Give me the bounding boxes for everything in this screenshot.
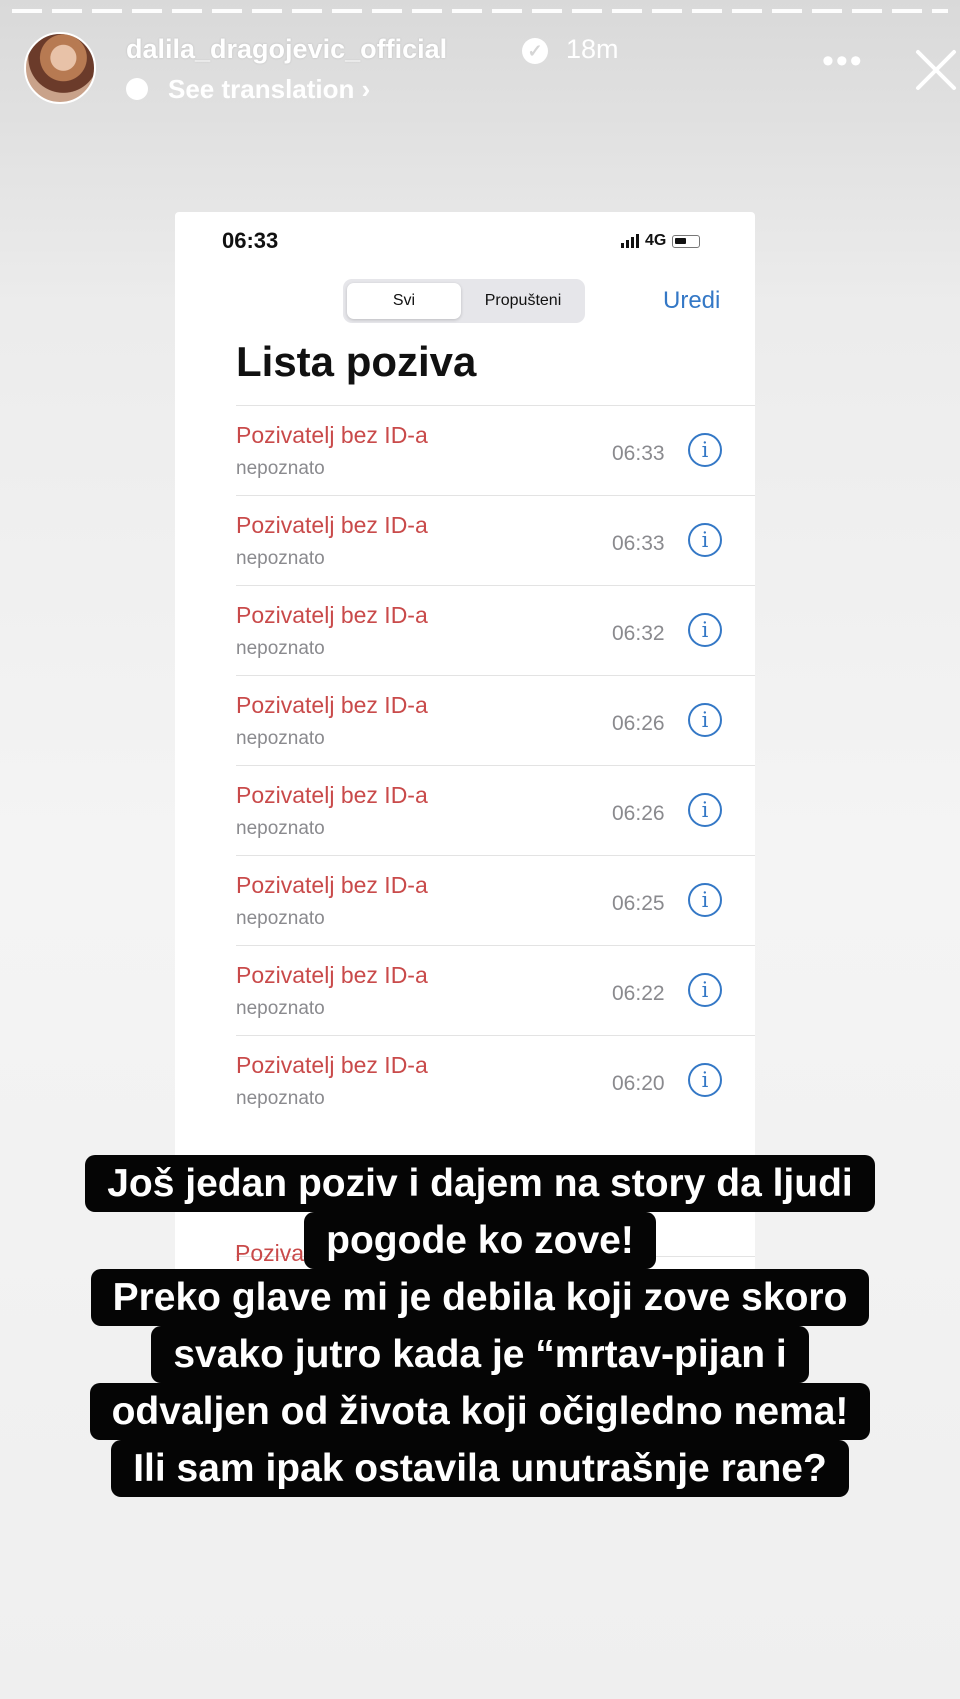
story-caption: [0, 1155, 960, 1497]
caption-line: Ili sam ipak ostavila unutrašnje rane?: [111, 1440, 849, 1497]
status-bar-indicators: [621, 232, 700, 250]
caller-subtitle: nepoznato: [236, 1088, 325, 1109]
partial-caller-name: Poziva: [235, 1240, 305, 1266]
call-row[interactable]: [236, 855, 755, 945]
call-time: 06:33: [612, 442, 665, 465]
status-bar-time: 06:33: [222, 228, 279, 253]
caption-line: svako jutro kada je “mrtav-pijan i: [151, 1326, 808, 1383]
call-time: 06:22: [612, 982, 665, 1005]
caller-name: Pozivatelj bez ID-a: [236, 872, 428, 898]
call-row[interactable]: [236, 765, 755, 855]
caller-name: Pozivatelj bez ID-a: [236, 602, 428, 628]
signal-icon: [621, 234, 639, 248]
caption-line: pogode ko zove!: [304, 1212, 656, 1269]
caller-name: Pozivatelj bez ID-a: [236, 692, 428, 718]
info-icon[interactable]: i: [688, 613, 722, 647]
edit-button[interactable]: Uredi: [663, 287, 721, 314]
info-icon[interactable]: i: [688, 1063, 722, 1097]
call-row[interactable]: [236, 675, 755, 765]
caller-name: Pozivatelj bez ID-a: [236, 962, 428, 988]
battery-icon: [672, 235, 700, 248]
caller-subtitle: nepoznato: [236, 818, 325, 839]
call-time: 06:33: [612, 532, 665, 555]
call-time: 06:32: [612, 622, 665, 645]
story-username[interactable]: dalila_dragojevic_official: [126, 34, 448, 64]
close-icon[interactable]: [912, 46, 960, 94]
caption-line: Preko glave mi je debila koji zove skoro: [91, 1269, 870, 1326]
call-list: [236, 405, 755, 1125]
page-title: Lista poziva: [236, 338, 477, 385]
segment-all[interactable]: Svi: [347, 283, 461, 319]
info-icon[interactable]: i: [688, 883, 722, 917]
info-icon[interactable]: i: [688, 703, 722, 737]
caller-subtitle: nepoznato: [236, 638, 325, 659]
call-time: 06:26: [612, 712, 665, 735]
caller-subtitle: nepoznato: [236, 908, 325, 929]
caller-name: Pozivatelj bez ID-a: [236, 512, 428, 538]
translate-icon: [126, 78, 148, 100]
caller-subtitle: nepoznato: [236, 458, 325, 479]
avatar[interactable]: [24, 32, 96, 104]
caller-name: Pozivatelj bez ID-a: [236, 1052, 428, 1078]
info-icon[interactable]: i: [688, 433, 722, 467]
call-time: 06:25: [612, 892, 665, 915]
story-time-ago: 18m: [566, 34, 619, 64]
caller-subtitle: nepoznato: [236, 998, 325, 1019]
call-row[interactable]: [236, 405, 755, 495]
call-time: 06:20: [612, 1072, 665, 1095]
call-time: 06:26: [612, 802, 665, 825]
caller-subtitle: nepoznato: [236, 548, 325, 569]
call-row[interactable]: [236, 495, 755, 585]
caller-subtitle: nepoznato: [236, 728, 325, 749]
story-progress-bar: [12, 9, 948, 13]
phone-screenshot: [175, 212, 755, 1272]
caller-name: Pozivatelj bez ID-a: [236, 422, 428, 448]
info-icon[interactable]: i: [688, 523, 722, 557]
verified-badge-icon: ✓: [522, 38, 548, 64]
more-icon[interactable]: •••: [822, 42, 864, 80]
call-row[interactable]: [236, 1035, 755, 1125]
info-icon[interactable]: i: [688, 973, 722, 1007]
caller-name: Pozivatelj bez ID-a: [236, 782, 428, 808]
segment-missed[interactable]: Propušteni: [484, 292, 562, 309]
caption-line: odvaljen od života koji očigledno nema!: [90, 1383, 871, 1440]
caption-line: Još jedan poziv i dajem na story da ljudi: [85, 1155, 875, 1212]
call-row[interactable]: [236, 945, 755, 1035]
segmented-control: [343, 279, 585, 323]
see-translation-link[interactable]: See translation ›: [168, 74, 371, 104]
network-label: 4G: [645, 232, 667, 249]
call-row[interactable]: [236, 585, 755, 675]
info-icon[interactable]: i: [688, 793, 722, 827]
